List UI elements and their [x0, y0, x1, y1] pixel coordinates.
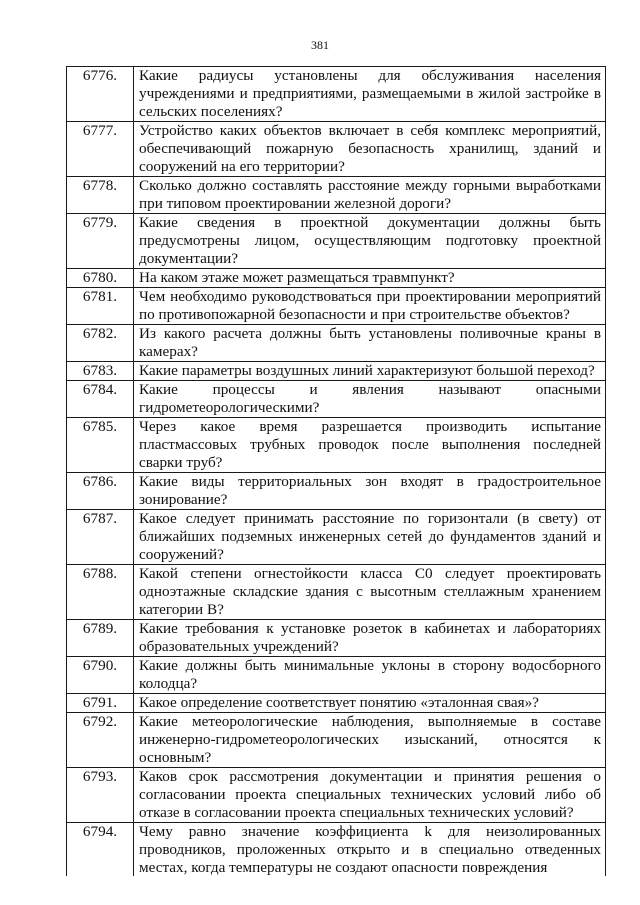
- questions-table: [66, 66, 606, 876]
- question-text: Какое следует принимать расстояние по горизонтали (в свету) от ближайших подземных инженерных сетей до фундаментов зданий и сооружений?: [134, 510, 606, 565]
- question-number: 6784.: [67, 381, 134, 418]
- table-row: [67, 214, 606, 269]
- question-number: 6779.: [67, 214, 134, 269]
- table-row: [67, 67, 606, 122]
- table-row: [67, 381, 606, 418]
- table-row: [67, 122, 606, 177]
- question-text: Через какое время разрешается производить испытание пластмассовых трубных проводок после выполнения последней сварки труб?: [134, 418, 606, 473]
- question-text: Каков срок рассмотрения документации и принятия решения о согласовании проекта специальных технических условий либо об отказе в согласовании проекта специальных технических условий?: [134, 768, 606, 823]
- question-text: Какие радиусы установлены для обслуживания населения учреждениями и предприятиями, размещаемыми в жилой застройке в сельских поселениях?: [134, 67, 606, 122]
- table-row: [67, 325, 606, 362]
- question-number: 6783.: [67, 362, 134, 381]
- table-row: [67, 768, 606, 823]
- table-row-truncated: [67, 823, 606, 877]
- question-number: 6776.: [67, 67, 134, 122]
- question-text: Какой степени огнестойкости класса С0 следует проектировать одноэтажные складские здания с высотным стеллажным хранением категории В?: [134, 565, 606, 620]
- question-text: Какие метеорологические наблюдения, выполняемые в составе инженерно-гидрометеорологических изысканий, относятся к основным?: [134, 713, 606, 768]
- table-row: [67, 620, 606, 657]
- question-text: Из какого расчета должны быть установлены поливочные краны в камерах?: [134, 325, 606, 362]
- question-number: 6787.: [67, 510, 134, 565]
- table-row: [67, 418, 606, 473]
- question-text: Какие должны быть минимальные уклоны в сторону водосборного колодца?: [134, 657, 606, 694]
- table-row: [67, 362, 606, 381]
- question-text: Какие параметры воздушных линий характеризуют большой переход?: [134, 362, 606, 381]
- question-number: 6790.: [67, 657, 134, 694]
- question-number: 6792.: [67, 713, 134, 768]
- table-row: [67, 288, 606, 325]
- question-text: Какие сведения в проектной документации должны быть предусмотрены лицом, осуществляющим подготовку проектной документации?: [134, 214, 606, 269]
- question-text: Какие процессы и явления называют опасными гидрометеорологическими?: [134, 381, 606, 418]
- question-number: 6788.: [67, 565, 134, 620]
- question-text: Какие виды территориальных зон входят в градостроительное зонирование?: [134, 473, 606, 510]
- question-number: 6781.: [67, 288, 134, 325]
- question-number: 6791.: [67, 694, 134, 713]
- table-row: [67, 657, 606, 694]
- table-row: [67, 713, 606, 768]
- table-row: [67, 177, 606, 214]
- question-text: Сколько должно составлять расстояние между горными выработками при типовом проектировании железной дороги?: [134, 177, 606, 214]
- question-number: 6777.: [67, 122, 134, 177]
- question-number: 6778.: [67, 177, 134, 214]
- table-row: [67, 510, 606, 565]
- question-number: 6785.: [67, 418, 134, 473]
- question-text-truncated: [134, 823, 606, 877]
- question-text: Чем необходимо руководствоваться при проектировании мероприятий по противопожарной безопасности и при строительстве объектов?: [134, 288, 606, 325]
- table-row: [67, 694, 606, 713]
- question-text: Устройство каких объектов включает в себя комплекс мероприятий, обеспечивающий пожарную безопасность хранилищ, зданий и сооружений на его территории?: [134, 122, 606, 177]
- table-row: [67, 473, 606, 510]
- question-text: Какие требования к установке розеток в кабинетах и лабораториях образовательных учреждений?: [134, 620, 606, 657]
- questions-table-body: [67, 67, 606, 877]
- question-number: 6780.: [67, 269, 134, 288]
- question-number: 6789.: [67, 620, 134, 657]
- question-number: 6794.: [67, 823, 134, 877]
- table-row: [67, 565, 606, 620]
- question-number: 6786.: [67, 473, 134, 510]
- table-row: [67, 269, 606, 288]
- question-text: Какое определение соответствует понятию «эталонная свая»?: [134, 694, 606, 713]
- truncated-text-wrap: Чему равно значение коэффициента k для неизолированных проводников, проложенных открыто и в специально отведенных местах, когда температуры не создают опасности повреждения: [139, 823, 601, 876]
- question-text: На каком этаже может размещаться травмпункт?: [134, 269, 606, 288]
- question-number: 6793.: [67, 768, 134, 823]
- question-number: 6782.: [67, 325, 134, 362]
- page-number: 381: [311, 38, 329, 52]
